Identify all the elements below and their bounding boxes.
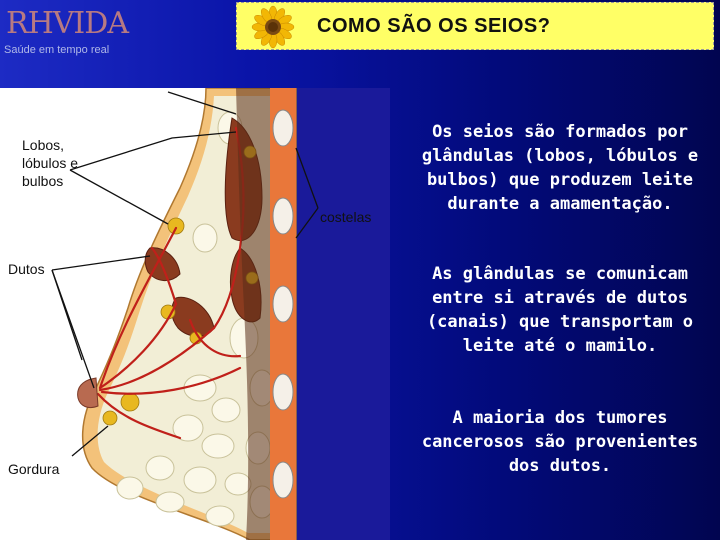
label-ribs: costelas: [320, 209, 372, 225]
breast-anatomy-diagram: [0, 88, 390, 540]
page-title: COMO SÃO OS SEIOS?: [317, 15, 551, 37]
label-fat: Gordura: [8, 461, 60, 477]
sunflower-icon: [251, 5, 295, 49]
paragraph-tumors: A maioria dos tumores cancerosos são provenientes dos dutos.: [421, 408, 699, 476]
title-banner: [236, 2, 714, 50]
chest-wall-region: [296, 88, 390, 540]
tagline: Saúde em tempo real: [4, 44, 110, 56]
nipple: [78, 378, 98, 408]
label-ducts: Dutos: [8, 261, 45, 277]
label-lobes: Lobos, lóbulos e bulbos: [22, 137, 79, 189]
logo-text: RHVIDA: [6, 6, 128, 41]
paragraph-ducts: As glândulas se comunicam entre si através de dutos (canais) que transportam o leite até o mamilo.: [426, 264, 694, 356]
paragraph-glands: Os seios são formados por glândulas (lobos, lóbulos e bulbos) que produzem leite durante a amamentação.: [421, 122, 699, 214]
